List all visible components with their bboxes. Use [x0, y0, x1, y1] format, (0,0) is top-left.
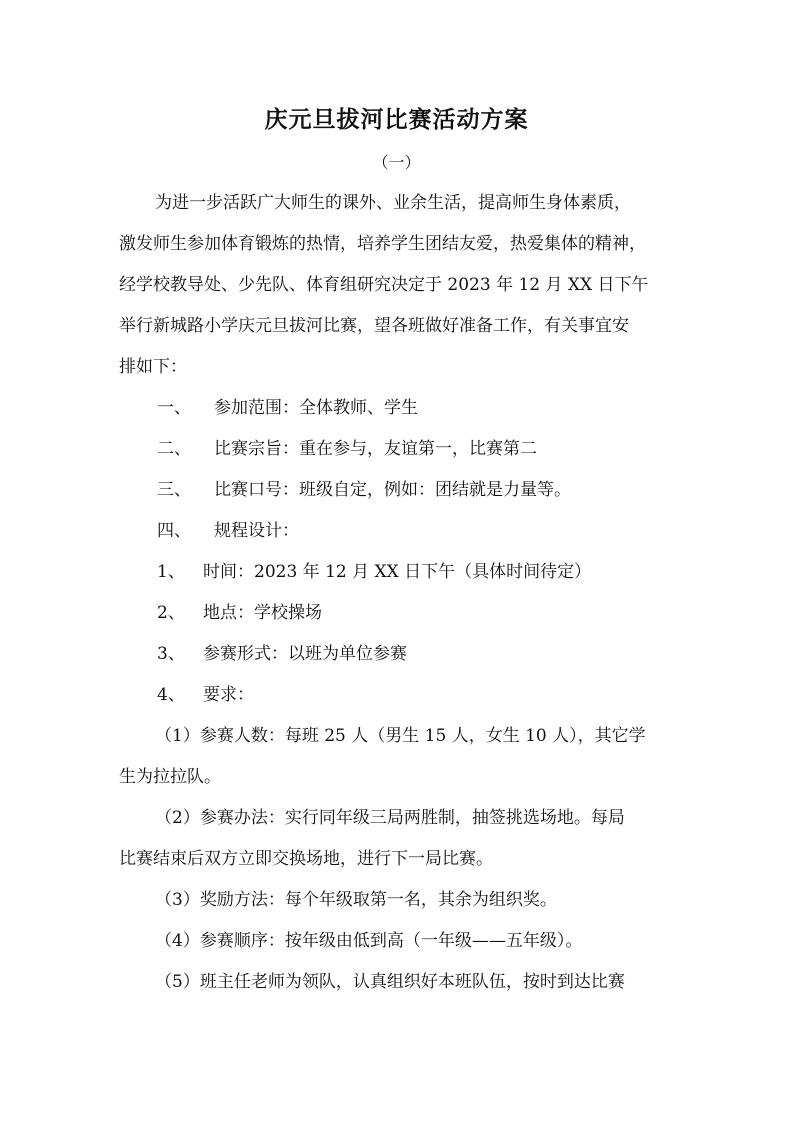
section-3 — [157, 470, 571, 511]
requirement-4: （4）参赛顺序：按年级由低到高（一年级——五年级）。 — [155, 931, 583, 951]
intro-line-3: 经学校教导处、少先队、体育组研究决定于 2023 年 12 月 XX 日下午 — [119, 275, 649, 295]
document-subtitle: （一） — [372, 153, 421, 172]
item-number: 4、 — [157, 685, 185, 705]
item-2 — [157, 593, 322, 634]
intro-line-2: 激发师生参加体育锻炼的热情，培养学生团结友爱，热爱集体的精神， — [119, 234, 646, 254]
section-1 — [157, 388, 418, 429]
section-text: 规程设计： — [214, 521, 299, 541]
item-text: 地点：学校操场 — [203, 603, 322, 623]
intro-line-1: 为进一步活跃广大师生的课外、业余生活，提高师生身体素质， — [155, 193, 631, 213]
item-number: 2、 — [157, 603, 185, 623]
item-text: 时间：2023 年 12 月 XX 日下午（具体时间待定） — [203, 562, 592, 582]
section-number: 三、 — [157, 480, 191, 500]
section-4 — [157, 511, 299, 552]
section-number: 四、 — [157, 521, 191, 541]
section-text: 比赛口号：班级自定，例如：团结就是力量等。 — [214, 480, 571, 500]
requirement-2-line-1: （2）参赛办法：实行同年级三局两胜制，抽签挑选场地。每局 — [155, 808, 625, 828]
requirement-2-line-2: 比赛结束后双方立即交换场地，进行下一局比赛。 — [119, 849, 493, 869]
section-text: 参加范围：全体教师、学生 — [214, 398, 418, 418]
item-number: 3、 — [157, 644, 185, 664]
item-4 — [157, 675, 254, 716]
item-text: 要求： — [203, 685, 254, 705]
requirement-3: （3）奖励方法：每个年级取第一名，其余为组织奖。 — [155, 890, 557, 910]
item-1 — [157, 552, 591, 593]
document-title: 庆元旦拔河比赛活动方案 — [264, 106, 529, 133]
requirement-5: （5）班主任老师为领队，认真组织好本班队伍，按时到达比赛 — [155, 972, 625, 992]
requirement-1-line-1: （1）参赛人数：每班 25 人（男生 15 人，女生 10 人），其它学 — [155, 726, 646, 746]
item-number: 1、 — [157, 562, 185, 582]
section-text: 比赛宗旨：重在参与，友谊第一，比赛第二 — [214, 439, 537, 459]
requirement-1-line-2: 生为拉拉队。 — [119, 767, 221, 787]
section-number: 一、 — [157, 398, 191, 418]
intro-line-4: 举行新城路小学庆元旦拔河比赛，望各班做好准备工作，有关事宜安 — [119, 316, 629, 336]
section-number: 二、 — [157, 439, 191, 459]
item-3 — [157, 634, 407, 675]
section-2 — [157, 429, 537, 470]
intro-line-5: 排如下： — [119, 357, 187, 377]
item-text: 参赛形式：以班为单位参赛 — [203, 644, 407, 664]
